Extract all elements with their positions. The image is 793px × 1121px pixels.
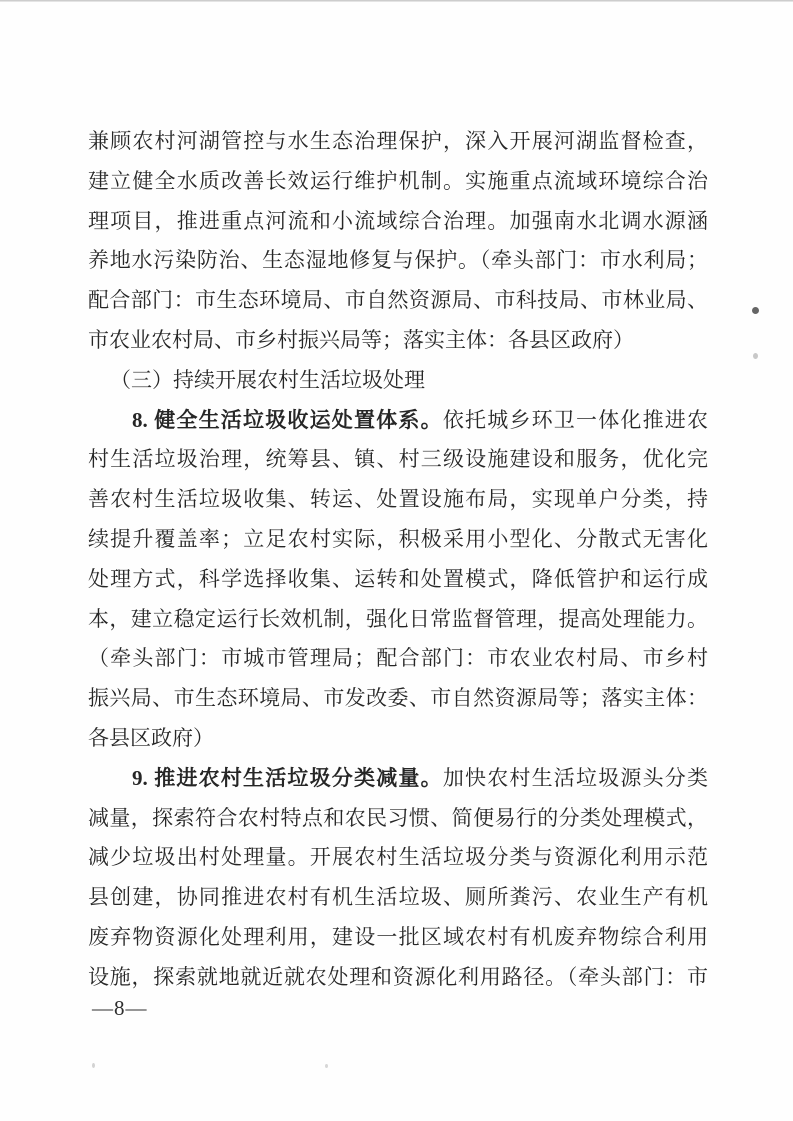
text-line: 振兴局、市生态环境局、市发改委、市自然资源局等；落实主体： — [88, 686, 708, 711]
text-line: 减量，探索符合农村特点和农民习惯、简便易行的分类处理模式， — [88, 805, 708, 830]
text-line: 8. 健全生活垃圾收运处置体系。依托城乡环卫一体化推进农 — [132, 407, 709, 432]
text-line: 废弃物资源化处理利用，建设一批区域农村有机废弃物综合利用 — [88, 924, 708, 949]
text-line: （三）持续开展农村生活垃圾处理 — [110, 367, 425, 392]
scan-speck — [325, 1064, 328, 1068]
scan-edge-top — [0, 0, 793, 2]
text-line: 设施，探索就地就近就农处理和资源化利用路径。（牵头部门：市 — [88, 964, 708, 989]
text-line: 续提升覆盖率；立足农村实际，积极采用小型化、分散式无害化 — [88, 526, 708, 551]
text-line: 养地水污染防治、生态湿地修复与保护。（牵头部门：市水利局； — [88, 248, 708, 273]
text-line: 善农村生活垃圾收集、转运、处置设施布局，实现单户分类，持 — [88, 487, 708, 512]
text-line: 9. 推进农村生活垃圾分类减量。加快农村生活垃圾源头分类 — [132, 765, 709, 790]
text-line: 配合部门：市生态环境局、市自然资源局、市科技局、市林业局、 — [88, 288, 708, 313]
text-line: 兼顾农村河湖管控与水生态治理保护，深入开展河湖监督检查， — [88, 129, 708, 153]
page-number: —8— — [92, 996, 148, 1020]
document-body — [88, 122, 708, 998]
text-line: 本，建立稳定运行长效机制，强化日常监督管理，提高处理能力。 — [88, 606, 708, 631]
scan-speck — [92, 1063, 95, 1068]
text-line: 县创建，协同推进农村有机生活垃圾、厕所粪污、农业生产有机 — [88, 885, 708, 910]
text-line: 各县区政府） — [88, 725, 214, 750]
scan-speck — [752, 307, 759, 314]
scan-speck — [753, 353, 758, 359]
text-line: 村生活垃圾治理，统筹县、镇、村三级设施建设和服务，优化完 — [88, 447, 708, 472]
text-line: 减少垃圾出村处理量。开展农村生活垃圾分类与资源化利用示范 — [88, 845, 708, 870]
item-heading: 8. 健全生活垃圾收运处置体系。 — [132, 407, 443, 432]
text-line: 理项目，推进重点河流和小流域综合治理。加强南水北调水源涵 — [88, 208, 708, 233]
text-line: （牵头部门：市城市管理局；配合部门：市农业农村局、市乡村 — [88, 646, 708, 671]
text-line: 建立健全水质改善长效运行维护机制。实施重点流域环境综合治 — [88, 168, 708, 193]
item-heading: 9. 推进农村生活垃圾分类减量。 — [132, 765, 443, 790]
text-line: 市农业农村局、市乡村振兴局等；落实主体：各县区政府） — [88, 327, 634, 352]
text-line: 处理方式，科学选择收集、运转和处置模式，降低管护和运行成 — [88, 566, 708, 591]
